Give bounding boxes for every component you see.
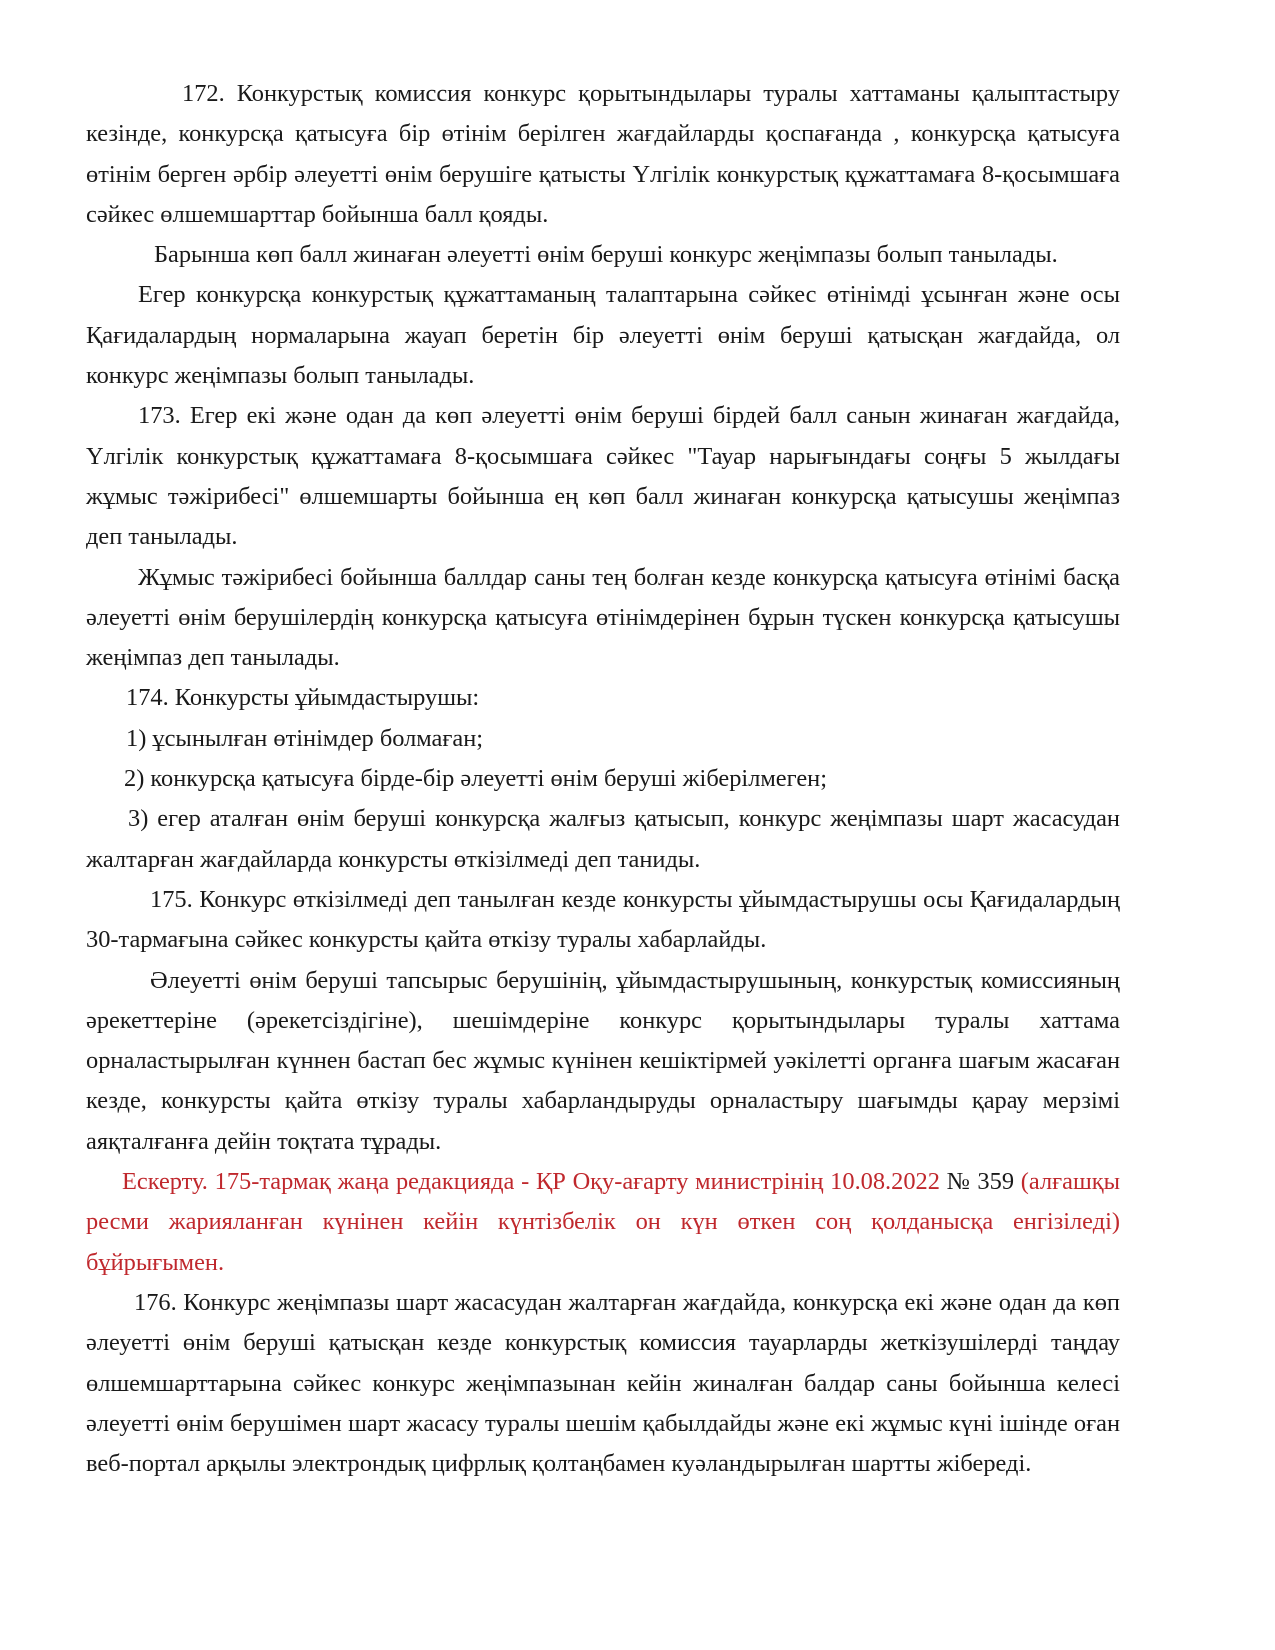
amendment-note-text: Ескерту. 175-тармақ жаңа редакцияда - ҚР Оқу-ағарту министрінің 10.08.2022 — [122, 1168, 940, 1196]
paragraph-172-single-participant: Егер конкурсқа конкурстық құжаттаманың талаптарына сәйкес өтінімді ұсынған және осы Қағидалардың нормаларына жауап беретін бір әлеуетті өнім беруші қатысқан жағдайда, ол конкурс жеңімпазы болып танылады. — [86, 281, 1120, 390]
list-item-174-1: 1) ұсынылған өтінімдер болмаған; — [126, 724, 484, 752]
paragraph-173: 173. Егер екі және одан да көп әлеуетті өнім беруші бірдей балл санын жинаған жағдайда, Үлгілік конкурстық құжаттамаға 8-қосымшаға сәйкес "Тауар нарығындағы соңғы 5 жылдағы жұмыс тәжірибесі" өлшемшарты бойынша ең көп балл жинаған конкурсқа қатысушы жеңімпаз деп танылады. — [86, 402, 1120, 551]
order-number: № 359 — [946, 1168, 1015, 1196]
list-item-174-3: 3) егер аталған өнім беруші конкурсқа жалғыз қатысып, конкурс жеңімпазы шарт жасасудан жалтарған жағдайларда конкурсты өткізілмеді деп таниды. — [86, 805, 1120, 873]
amendment-note-effective: (алғашқы ресми жарияланған күнінен кейін күнтізбелік он күн өткен соң қолданысқа енгізіледі) бұйрығымен. — [86, 1168, 1120, 1276]
paragraph-174: 174. Конкурсты ұйымдастырушы: — [126, 684, 480, 712]
paragraph-175: 175. Конкурс өткізілмеді деп танылған кезде конкурсты ұйымдастырушы осы Қағидалардың 30-тармағына сәйкес конкурсты қайта өткізу туралы хабарлайды. — [86, 885, 1120, 954]
amendment-note — [86, 1162, 1120, 1283]
paragraph-172: 172. Конкурстық комиссия конкурс қорытындылары туралы хаттаманы қалыптастыру кезінде, конкурсқа қатысуға бір өтінім берілген жағдайларды қоспағанда , конкурсқа қатысуға өтінім берген әрбір әлеуетті өнім берушіге қатысты Үлгілік конкурстық құжаттамаға 8-қосымшаға сәйкес өлшемшарттар бойынша балл қояды. — [86, 80, 1120, 228]
document-page — [86, 74, 1120, 1484]
list-item-174-2: 2) конкурсқа қатысуға бірде-бір әлеуетті өнім беруші жіберілмеген; — [124, 765, 827, 793]
paragraph-173-experience: Жұмыс тәжірибесі бойынша баллдар саны тең болған кезде конкурсқа қатысуға өтінімі басқа әлеуетті өнім берушілердің конкурсқа қатысуға өтінімдерінен бұрын түскен конкурсқа қатысушы жеңімпаз деп танылады. — [86, 563, 1120, 672]
paragraph-172-winner: Барынша көп балл жинаған әлеуетті өнім беруші конкурс жеңімпазы болып танылады. — [154, 241, 1058, 269]
paragraph-175-complaint: Әлеуетті өнім беруші тапсырыс берушінің, ұйымдастырушының, конкурстық комиссияның әрекеттеріне (әрекетсіздігіне), шешімдеріне конкурс қорытындылары туралы хаттама орналастырылған күннен бастап бес жұмыс күнінен кешіктірмей уәкілетті органға шағым жасаған кезде, конкурсты қайта өткізу туралы хабарландыруды орналастыру шағымды қарау мерзімі аяқталғанға дейін тоқтата тұрады. — [86, 966, 1120, 1155]
paragraph-176: 176. Конкурс жеңімпазы шарт жасасудан жалтарған жағдайда, конкурсқа екі және одан да көп әлеуетті өнім беруші қатысқан кезде конкурстық комиссия тауарларды жеткізушілерді таңдау өлшемшарттарына сәйкес конкурс жеңімпазынан кейін жиналған балдар саны бойынша келесі әлеуетті өнім берушімен шарт жасасу туралы шешім қабылдайды және екі жұмыс күні ішінде оған веб-портал арқылы электрондық цифрлық қолтаңбамен куәландырылған шартты жібереді. — [86, 1288, 1120, 1478]
